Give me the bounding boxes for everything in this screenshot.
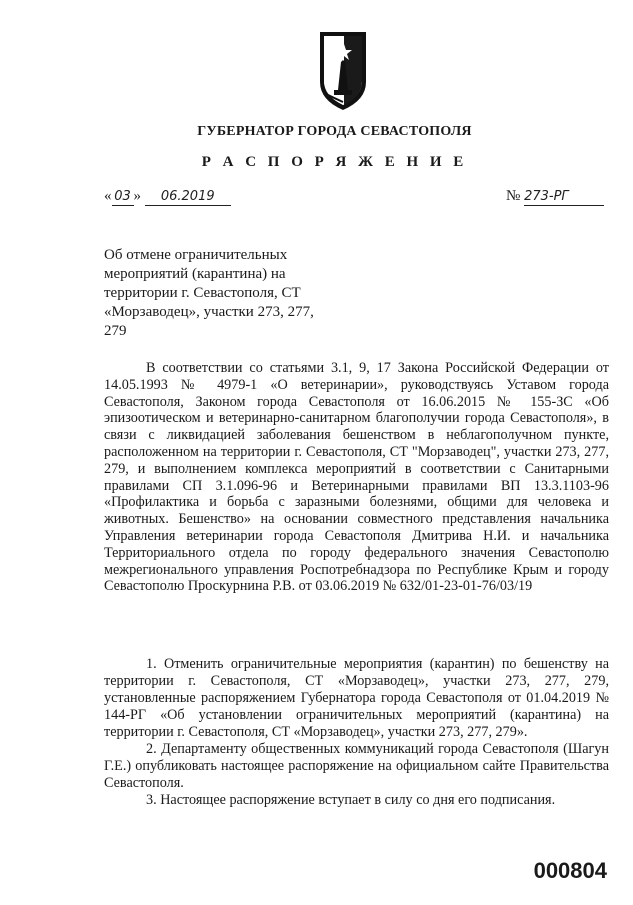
preamble-paragraph: В соответствии со статьями 3.1, 9, 17 Закона Российской Федерации от 14.05.1993 № 4979-1 «О ветеринарии», руководствуясь Уставом города Севастополя, Законом города Севастополя от 16.06.2015 № 155-ЗС «Об эпизоотическом и ветеринарно-санитарном благополучии города Севастополя», в связи с ликвидацией заболевания бешенством в неблагополучном пункте, расположенном на территории г. Севастополя, СТ "Морзаводец", участки 273, 277, 279, и выполнением комплекса мероприятий в соответствии с Санитарными правилами СП 3.1.096-96 и Ветеринарными правилами ВП 13.3.1103-96 «Профилактика и борьба с заразными болезнями, общими для человека и животных. Бешенство» на основании совместного представления начальника Управления ветеринарии города Севастополя Дмитрива Н.И. и начальника Территориального отдела по городу федерального значения Севастополю межрегионального управления Роспотребнадзора по Республике Крым и городу Севастополю Проскурнина Р.В. от 03.06.2019 № 632/01-23-01-76/03/19 [104, 360, 609, 595]
date-month-year: 06.2019 [145, 189, 231, 206]
order-items [104, 656, 609, 809]
issuing-authority: ГУБЕРНАТОР ГОРОДА СЕВАСТОПОЛЯ [197, 124, 472, 139]
number-value: 273-РГ [524, 189, 604, 206]
document-subject: Об отмене ограничительных мероприятий (карантина) на территории г. Севастополя, СТ «Морзаводец», участки 273, 277, 279 [104, 247, 314, 339]
order-item-2: 2. Департаменту общественных коммуникаций города Севастополя (Шагун Г.Е.) опубликовать настоящее распоряжение на официальном сайте Правительства Севастополя. [104, 741, 609, 791]
number-sign: № [506, 188, 521, 204]
date-open-quote: « [104, 188, 112, 204]
sevastopol-coat-of-arms-icon [318, 30, 368, 112]
order-item-3: 3. Настоящее распоряжение вступает в силу со дня его подписания. [146, 792, 556, 808]
document-type: Р А С П О Р Я Ж Е Н И Е [201, 154, 468, 170]
date-close-quote: » [133, 188, 141, 204]
date-day: 03 [112, 189, 134, 206]
order-item-1: 1. Отменить ограничительные мероприятия (карантин) по бешенству на территории г. Севастополя, СТ «Морзаводец», участки 273, 277, 279, установленные распоряжением Губернатора города Севастополя от 01.04.2019 № 144-РГ «Об установлении ограничительных мероприятий (карантина) на территории г. Севастополя, СТ «Морзаводец», участки 273, 277, 279». [104, 656, 609, 740]
document-number [506, 188, 604, 206]
document-date [104, 188, 231, 206]
serial-number: 000804 [533, 858, 607, 883]
